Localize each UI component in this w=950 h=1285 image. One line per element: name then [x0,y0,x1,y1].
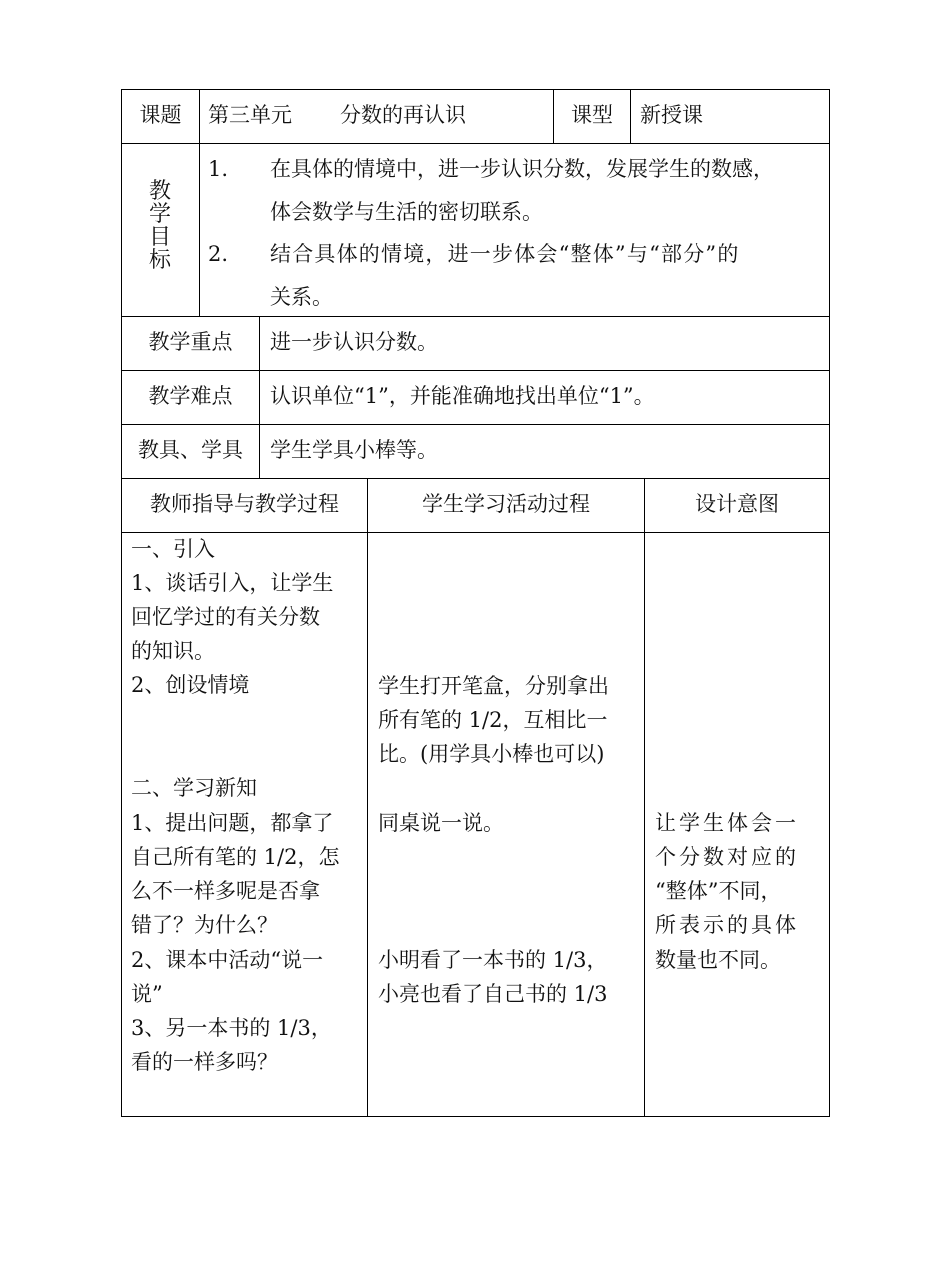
key-point-value: 进一步认识分数。 [270,330,438,354]
student-line: 学生打开笔盒，分别拿出 [378,674,609,698]
student-line: 小亮也看了自己书的 1/3 [378,982,608,1006]
goal-text: 体会数学与生活的密切联系。 [270,200,543,224]
teacher-line: 错了？为什么？ [131,913,278,937]
table-border-right [829,89,830,1117]
row-divider [121,532,830,533]
goals-label-char: 标 [148,248,171,273]
goal-number: 2. [208,242,229,266]
type-value: 新授课 [640,103,703,127]
teacher-line: 看的一样多吗？ [131,1050,278,1074]
row-divider [121,424,830,425]
topic-unit: 第三单元 [208,103,292,127]
col-divider [199,89,200,317]
table-border-left [121,89,122,1117]
col-divider [259,316,260,479]
teacher-line: 自己所有笔的 1/2，怎 [131,845,340,869]
goals-label-char: 学 [148,202,171,227]
teacher-line: 2、课本中活动“说一 [131,948,324,972]
goal-text: 结合具体的情境，进一步体会“整体”与“部分”的 [270,242,740,266]
key-point-label: 教学重点 [148,330,233,354]
goal-text: 在具体的情境中，进一步认识分数，发展学生的数感， [270,157,774,181]
difficulty-value: 认识单位“1”，并能准确地找出单位“1”。 [270,384,655,408]
topic-title: 分数的再认识 [340,103,466,127]
teacher-line: 说” [131,982,163,1006]
tools-value: 学生学具小棒等。 [270,438,438,462]
teacher-line: 的知识。 [131,639,215,663]
row-divider [121,478,830,479]
col-divider [367,478,368,1117]
student-line: 小明看了一本书的 1/3， [378,948,608,972]
row-divider [121,370,830,371]
design-line: 个分数对应的 [655,845,799,869]
design-line: 数量也不同。 [655,948,781,972]
difficulty-label: 教学难点 [148,384,233,408]
design-line: “整体”不同， [655,879,782,903]
goals-label-char: 目 [148,225,171,250]
row-divider [121,143,830,144]
table-border-bottom [121,1116,830,1117]
table-border-top [121,89,830,90]
goal-text: 关系。 [270,285,333,309]
design-line: 所表示的具体 [655,913,799,937]
col-divider [644,478,645,1117]
row-divider [121,316,830,317]
column-header-student: 学生学习活动过程 [422,492,590,516]
student-line: 同桌说一说。 [378,811,504,835]
teacher-line: 1、谈话引入，让学生 [131,571,334,595]
goals-label-char: 教 [148,179,171,204]
tools-label: 教具、学具 [138,438,243,462]
topic-label: 课题 [139,103,182,127]
column-header-design: 设计意图 [695,492,779,516]
teacher-line: 二、学习新知 [131,776,257,800]
teacher-line: 么不一样多呢是否拿 [131,879,320,903]
column-header-teacher: 教师指导与教学过程 [150,492,339,516]
teacher-line: 1、提出问题，都拿了 [131,811,334,835]
teacher-line: 一、引入 [131,537,215,561]
teacher-line: 3、另一本书的 1/3， [131,1016,332,1040]
teacher-line: 2、创设情境 [131,673,250,697]
design-line: 让学生体会一 [655,811,799,835]
student-line: 所有笔的 1/2，互相比一 [378,708,608,732]
student-line: 比。(用学具小棒也可以) [378,742,605,766]
type-label: 课型 [571,103,613,127]
goal-number: 1. [208,157,229,181]
teacher-line: 回忆学过的有关分数 [131,605,320,629]
col-divider [630,89,631,144]
